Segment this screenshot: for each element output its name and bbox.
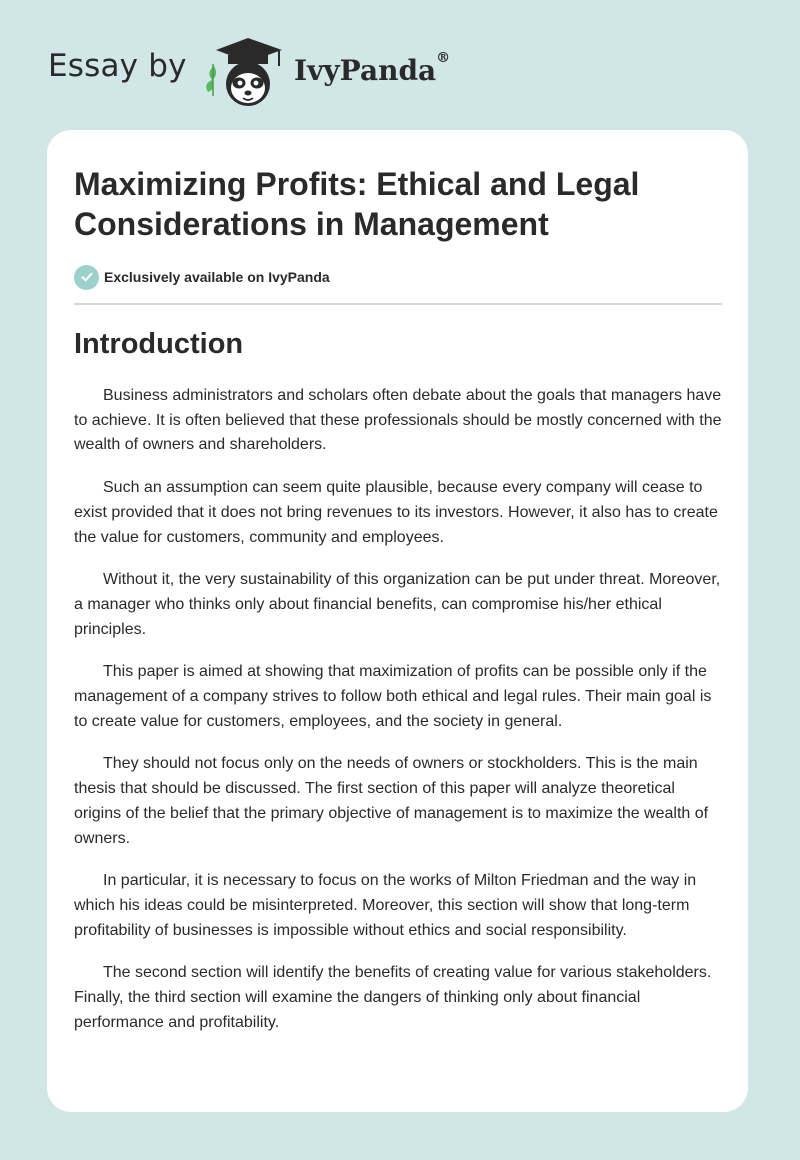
- paragraph: Business administrators and scholars often debate about the goals that managers have to achieve. It is often believed that these professionals should be mostly concerned with the wealth of owners and shareholders.: [74, 387, 722, 454]
- exclusive-badge: [74, 264, 330, 290]
- paragraph: They should not focus only on the needs of owners or stockholders. This is the main thesis that should be discussed. The first section of this paper will analyze theoretical origins of the belief that the primary objective of management is to maximize the wealth of owners.: [74, 755, 709, 847]
- panda-graduate-logo-icon[interactable]: [200, 30, 286, 110]
- paragraph: This paper is aimed at showing that maximization of profits can be possible only if the management of a company strives to follow both ethical and legal rules. Their main goal is to create value for customers, employees, and the society in general.: [74, 663, 712, 730]
- paragraph: In particular, it is necessary to focus on the works of Milton Friedman and the way in which his ideas could be misinterpreted. Moreover, this section will show that long-term profitability of businesses is impossible without ethics and social responsibility.: [74, 872, 697, 939]
- section-heading: Introduction: [74, 328, 244, 360]
- page-title: Maximizing Profits: Ethical and Legal Considerations in Management: [74, 166, 640, 242]
- divider: [74, 303, 722, 305]
- article-body: [74, 384, 724, 1053]
- paragraph: The second section will identify the benefits of creating value for various stakeholders. Finally, the third section will examine the dangers of thinking only about financial performance and profitability.: [74, 964, 712, 1031]
- essay-by-label: Essay by: [48, 48, 187, 84]
- paragraph: Without it, the very sustainability of this organization can be put under threat. Moreover, a manager who thinks only about financial benefits, can compromise his/her ethical principles.: [74, 571, 721, 638]
- check-circle-icon: [74, 265, 99, 290]
- paragraph: Such an assumption can seem quite plausible, because every company will cease to exist provided that it does not bring revenues to its investors. However, it also has to create the value for customers, community and employees.: [74, 479, 718, 546]
- site-header: [48, 30, 468, 110]
- exclusive-label: Exclusively available on IvyPanda: [104, 269, 330, 285]
- essay-card: [47, 130, 748, 1112]
- registered-mark: ®: [436, 50, 451, 66]
- brand-name[interactable]: IvyPanda®: [294, 50, 451, 87]
